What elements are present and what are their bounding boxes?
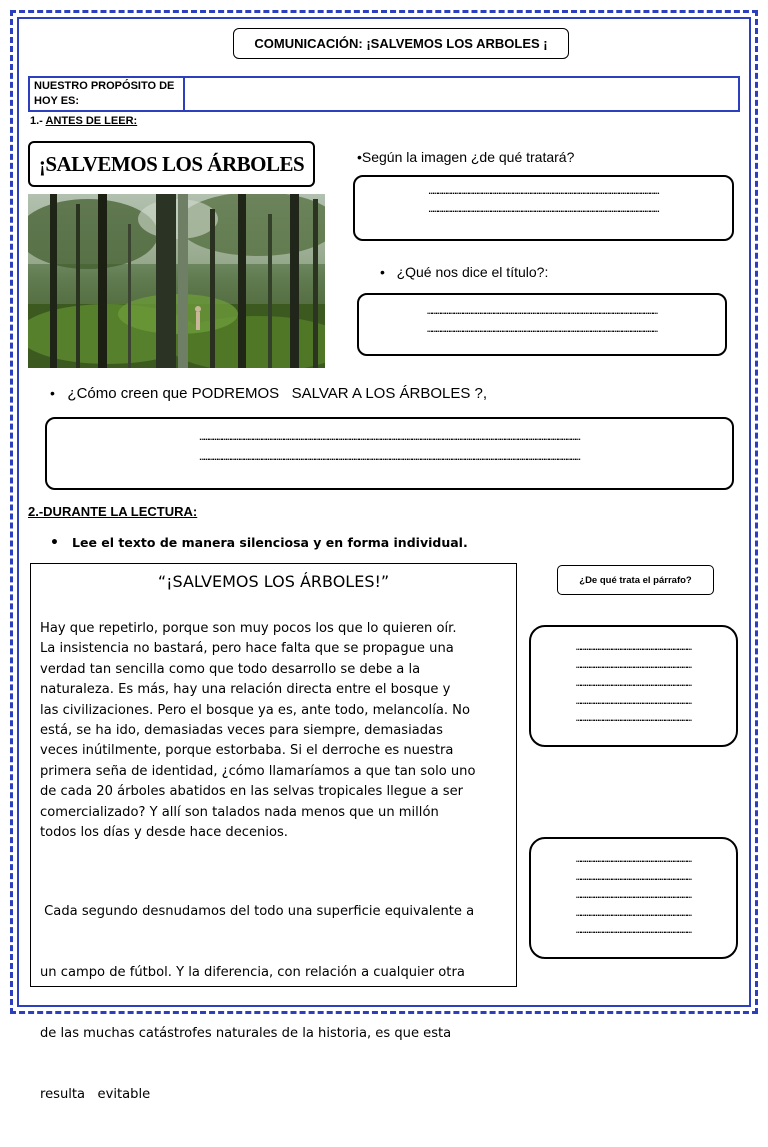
section-2-heading — [28, 504, 197, 519]
instruction — [50, 535, 468, 551]
instruction-text: Lee el texto de manera silenciosa y en forma individual. — [72, 535, 468, 550]
dotted-line: …………………………………………………………………… — [576, 661, 691, 671]
text-line: todos los días y desde hace decenios. — [40, 825, 288, 841]
dotted-line: …………………………………………………………………………………………………………………………………………………………………………………………………………………………………… — [199, 453, 580, 463]
question-3-text: ¿Cómo creen que PODREMOS SALVAR A LOS ÁRBOLES ?, — [67, 385, 488, 402]
text-line: de cada 20 árboles abatidos en las selvas tropicales llegue a ser — [40, 784, 464, 800]
purpose-label: NUESTRO PROPÓSITO DE HOY ES: — [30, 78, 185, 110]
dotted-line: …………………………………………………………………… — [576, 714, 691, 724]
text-line: Cada segundo desnudamos del todo una superficie equivalente a — [40, 903, 475, 919]
paragraph-question-label: ¿De qué trata el párrafo? — [557, 565, 714, 595]
forest-photo — [28, 194, 325, 368]
text-line: las civilizaciones. Pero el bosque ya es, ante todo, melancolía. No — [40, 702, 470, 718]
dotted-line: …………………………………………………………………… — [576, 679, 691, 689]
dotted-line: …………………………………………………………………… — [576, 643, 691, 653]
dotted-line: …………………………………………………………………………………………………………………………………………………………………………………………………………………………………… — [199, 433, 580, 443]
dotted-line: …………………………………………………………………… — [576, 855, 691, 865]
answer-box-1[interactable] — [353, 175, 734, 241]
question-2 — [380, 264, 548, 280]
paragraph-1 — [40, 619, 510, 843]
worksheet-title: COMUNICACIÓN: ¡SALVEMOS LOS ARBOLES ¡ — [233, 28, 569, 59]
text-line: veces inútilmente, porque estorbaba. Si el derroche es nuestra — [40, 743, 454, 759]
dotted-line: …………………………………………………………………… — [576, 891, 691, 901]
headline-box: ¡SALVEMOS LOS ÁRBOLES — [28, 141, 315, 187]
section-2-title: 2.-DURANTE LA LECTURA: — [28, 504, 198, 519]
text-line: está, se ha ido, demasiadas veces para siempre, demasiadas — [40, 723, 443, 739]
question-3 — [50, 385, 487, 402]
text-line: La insistencia no bastará, pero hace falta que se propague una — [40, 641, 454, 657]
reading-title: “¡SALVEMOS LOS ÁRBOLES!” — [157, 572, 390, 591]
section-1-number: 1.- — [30, 115, 43, 127]
purpose-field[interactable] — [185, 78, 738, 110]
answer-box-3[interactable] — [45, 417, 734, 490]
bullet-icon: • — [50, 385, 55, 401]
text-line: comercializado? Y allí son talados nada menos que un millón — [40, 804, 439, 820]
side-answer-box-2[interactable] — [529, 837, 738, 959]
text-line: resulta evitable — [40, 1087, 151, 1103]
section-1-heading — [30, 115, 137, 127]
text-line: primera seña de identidad, ¿cómo llamaríamos a que tan solo uno — [40, 763, 476, 779]
dotted-line: ………………………………………………………………………………………………………………………………………… — [428, 187, 659, 197]
purpose-table — [28, 76, 740, 112]
dotted-line: …………………………………………………………………… — [576, 873, 691, 883]
dotted-line: ………………………………………………………………………………………………………………………………………… — [427, 325, 657, 335]
paragraph-2 — [40, 861, 510, 1147]
dotted-line: ………………………………………………………………………………………………………………………………………… — [427, 307, 657, 317]
text-line: un campo de fútbol. Y la diferencia, con relación a cualquier otra — [40, 965, 465, 981]
dotted-line: …………………………………………………………………… — [576, 697, 691, 707]
section-1-title: ANTES DE LEER: — [45, 115, 138, 127]
dotted-line: …………………………………………………………………… — [576, 909, 691, 919]
bullet-icon: • — [50, 535, 59, 551]
dotted-line: ………………………………………………………………………………………………………………………………………… — [428, 205, 659, 215]
bullet-icon: • — [380, 264, 385, 280]
answer-box-2[interactable] — [357, 293, 727, 356]
text-line: naturaleza. Es más, hay una relación directa entre el bosque y — [40, 682, 451, 698]
dotted-line: …………………………………………………………………… — [576, 926, 691, 936]
reading-box — [30, 563, 517, 1103]
text-line: verdad tan sencilla como que todo desarrollo se debe a la — [40, 661, 421, 677]
question-2-text: ¿Qué nos dice el título?: — [396, 264, 549, 280]
text-line: Hay que repetirlo, porque son muy pocos los que lo quieren oír. — [40, 621, 457, 636]
question-1: •Según la imagen ¿de qué tratará? — [357, 149, 575, 165]
side-answer-box-1[interactable] — [529, 625, 738, 747]
text-line: de las muchas catástrofes naturales de la historia, es que esta — [40, 1026, 452, 1042]
